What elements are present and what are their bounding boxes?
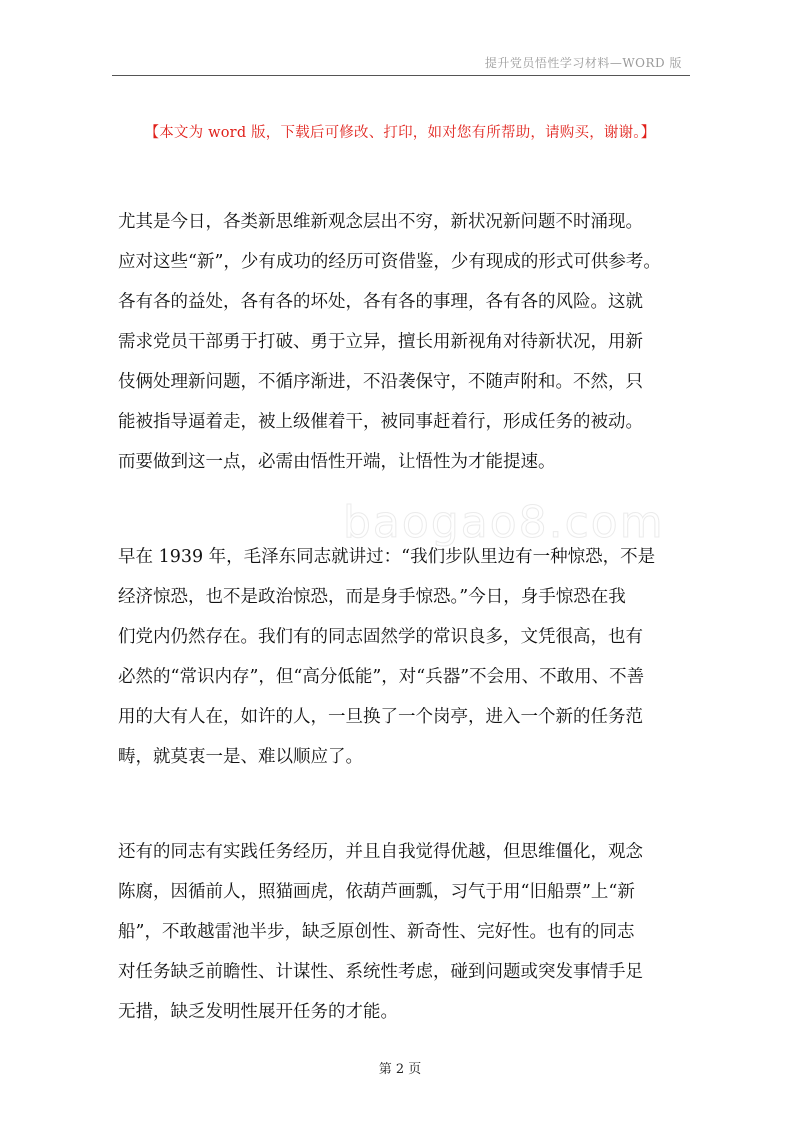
text-line: 对任务缺乏前瞻性、计谋性、系统性考虑，碰到问题或突发事情手足 bbox=[118, 962, 643, 982]
purchase-notice: 【本文为 word 版，下载后可修改、打印，如对您有所帮助，请购买，谢谢。】 bbox=[144, 125, 656, 141]
text-line: 尤其是今日，各类新思维新观念层出不穷，新状况新问题不时涌现。 bbox=[118, 212, 643, 232]
paragraph-1 bbox=[118, 202, 688, 482]
header-divider bbox=[112, 75, 690, 76]
text-line: 经济惊恐，也不是政治惊恐，而是身手惊恐。”今日，身手惊恐在我 bbox=[118, 587, 626, 607]
text-line: 陈腐，因循前人，照猫画虎，依葫芦画瓢，习气于用“旧船票”上“新 bbox=[118, 882, 635, 902]
running-header: 提升党员悟性学习材料—WORD 版 bbox=[484, 56, 682, 70]
paragraph-2 bbox=[118, 537, 688, 777]
text-line: 用的大有人在，如许的人，一旦换了一个岗亭，进入一个新的任务范 bbox=[118, 707, 643, 727]
text-line: 无措，缺乏发明性展开任务的才能。 bbox=[118, 1002, 398, 1022]
text-line: 伎俩处理新问题，不循序渐进，不沿袭保守，不随声附和。不然，只 bbox=[118, 372, 643, 392]
text-line: 必然的“常识内存”，但“高分低能”，对“兵器”不会用、不敢用、不善 bbox=[118, 667, 645, 687]
text-line: 早在 1939 年，毛泽东同志就讲过：“我们步队里边有一种惊恐，不是 bbox=[118, 547, 656, 567]
text-line: 能被指导逼着走，被上级催着干，被同事赶着行，形成任务的被动。 bbox=[118, 412, 643, 432]
text-line: 需求党员干部勇于打破、勇于立异，擅长用新视角对待新状况，用新 bbox=[118, 332, 643, 352]
watermark: baogao8.com bbox=[343, 497, 665, 548]
text-line: 船”，不敢越雷池半步，缺乏原创性、新奇性、完好性。也有的同志 bbox=[118, 922, 635, 942]
text-line: 而要做到这一点，必需由悟性开端，让悟性为才能提速。 bbox=[118, 452, 556, 472]
text-line: 应对这些“新”，少有成功的经历可资借鉴，少有现成的形式可供参考。 bbox=[118, 252, 661, 272]
text-line: 各有各的益处，各有各的坏处，各有各的事理，各有各的风险。这就 bbox=[118, 292, 643, 312]
text-line: 畴，就莫衷一是、难以顺应了。 bbox=[118, 747, 363, 767]
page-number: 第 2 页 bbox=[378, 1062, 422, 1077]
text-line: 还有的同志有实践任务经历，并且自我觉得优越，但思维僵化，观念 bbox=[118, 842, 643, 862]
paragraph-3 bbox=[118, 832, 688, 1032]
text-line: 们党内仍然存在。我们有的同志固然学的常识良多，文凭很高，也有 bbox=[118, 627, 643, 647]
document-body bbox=[118, 202, 688, 1087]
